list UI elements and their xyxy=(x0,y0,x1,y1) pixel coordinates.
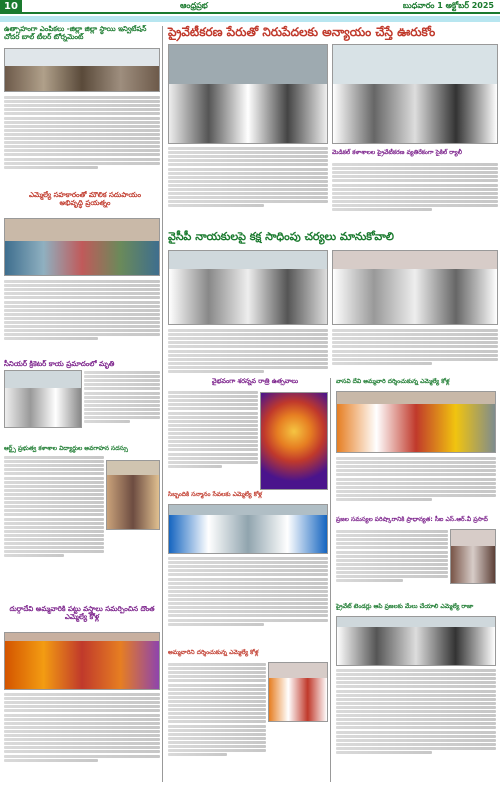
text-line xyxy=(4,329,160,332)
text-line xyxy=(168,582,328,585)
text-line xyxy=(84,404,160,407)
text-line xyxy=(4,526,104,529)
text-line xyxy=(84,371,160,374)
text-line xyxy=(336,747,496,750)
text-line xyxy=(4,522,104,525)
text-line xyxy=(336,702,496,705)
text-line xyxy=(168,163,328,166)
text-line xyxy=(168,416,258,419)
text-line xyxy=(336,555,448,558)
text-line xyxy=(4,112,160,115)
column-divider-2 xyxy=(330,378,331,782)
text-line xyxy=(336,571,448,574)
text-line xyxy=(332,341,498,344)
text-line xyxy=(4,513,104,516)
photo-6 xyxy=(4,370,82,428)
text-line xyxy=(4,468,104,471)
text-line xyxy=(4,534,104,537)
text-line xyxy=(84,400,160,403)
text-line xyxy=(4,734,160,737)
text-line xyxy=(168,366,328,369)
photo-5a xyxy=(168,250,328,325)
headline-12: ప్రజల సమస్యల పరిష్కారానికి ప్రాధాన్యత: సీఐ ఎస్.ఆర్.వీ ప్రసాద్ xyxy=(336,516,488,523)
text-line xyxy=(168,606,328,609)
text-line xyxy=(168,362,328,365)
text-line xyxy=(84,375,160,378)
text-line xyxy=(4,705,160,708)
text-line xyxy=(4,162,160,165)
text-line xyxy=(168,412,258,415)
text-line xyxy=(4,759,98,762)
headline-11: సిబ్బందికి సన్మానం సేవలకు ఎమ్మెల్యే కోళ్ల xyxy=(168,491,262,498)
text-line xyxy=(336,490,496,493)
text-line xyxy=(168,692,266,695)
text-line xyxy=(336,710,496,713)
text-line xyxy=(84,387,160,390)
text-line xyxy=(168,155,328,158)
text-line xyxy=(336,673,496,676)
text-line xyxy=(332,350,498,353)
text-line xyxy=(168,192,328,195)
text-line xyxy=(336,677,496,680)
text-line xyxy=(168,561,328,564)
tag-medical-college: మెడికల్ కళాశాలల ప్రైవేటీకరణ వ్యతిరేకంగా సైకిల్ ర్యాలీ xyxy=(332,149,463,156)
text-line xyxy=(4,518,104,521)
text-line xyxy=(168,461,258,464)
text-line xyxy=(168,749,266,752)
text-line xyxy=(168,688,266,691)
text-line xyxy=(168,341,328,344)
text-line xyxy=(4,546,104,549)
text-line xyxy=(168,671,266,674)
photo-12 xyxy=(450,529,496,584)
text-line xyxy=(168,557,328,560)
text-line xyxy=(168,565,328,568)
text-line xyxy=(4,100,160,103)
text-line xyxy=(336,690,496,693)
article-text-8 xyxy=(336,456,496,514)
text-line xyxy=(336,731,496,734)
text-line xyxy=(168,573,328,576)
text-line xyxy=(4,108,160,111)
text-line xyxy=(336,457,496,460)
text-line xyxy=(336,751,432,754)
photo-1 xyxy=(4,48,160,92)
text-line xyxy=(332,333,498,336)
text-line xyxy=(168,370,264,373)
text-line xyxy=(336,538,448,541)
photo-13 xyxy=(336,616,496,666)
photo-7-goddess xyxy=(260,392,328,490)
text-line xyxy=(4,133,160,136)
text-line xyxy=(4,288,160,291)
text-line xyxy=(336,546,448,549)
headline-2: ప్రైవేటీకరణ పేరుతో నిరుపేదలకు అన్యాయం చేస్తే ఊరుకోం xyxy=(168,25,436,39)
text-line xyxy=(336,739,496,742)
article-text-2b xyxy=(332,162,498,226)
text-line xyxy=(4,726,160,729)
text-line xyxy=(332,362,432,365)
text-line xyxy=(336,575,448,578)
article-text-14 xyxy=(168,662,266,782)
text-line xyxy=(168,614,328,617)
text-line xyxy=(84,379,160,382)
text-line xyxy=(4,714,160,717)
text-line xyxy=(336,542,448,545)
text-line xyxy=(336,718,496,721)
text-line xyxy=(336,722,496,725)
article-text-9 xyxy=(4,455,104,585)
text-line xyxy=(4,550,104,553)
article-text-13 xyxy=(336,668,496,782)
text-line xyxy=(168,428,258,431)
photo-8 xyxy=(336,391,496,453)
text-line xyxy=(4,325,160,328)
text-line xyxy=(168,403,258,406)
text-line xyxy=(4,489,104,492)
text-line xyxy=(168,700,266,703)
text-line xyxy=(336,579,403,582)
headline-6: సీనియర్ క్రికెటర్ కాయ ప్రమాదంలో మృతి xyxy=(4,360,115,368)
text-line xyxy=(168,184,328,187)
text-line xyxy=(4,292,160,295)
text-line xyxy=(4,305,160,308)
article-text-2 xyxy=(168,146,328,226)
headline-5: వైసీపీ నాయకులపై కక్ష సాధింపు చర్యలు మానుకోవాలి xyxy=(168,230,394,243)
text-line xyxy=(168,176,328,179)
text-line xyxy=(336,743,496,746)
text-line xyxy=(4,501,104,504)
text-line xyxy=(168,354,328,357)
text-line xyxy=(4,477,104,480)
text-line xyxy=(168,675,266,678)
text-line xyxy=(168,436,258,439)
text-line xyxy=(168,465,222,468)
text-line xyxy=(168,737,266,740)
text-line xyxy=(4,284,160,287)
text-line xyxy=(336,469,496,472)
text-line xyxy=(4,456,104,459)
text-line xyxy=(168,590,328,593)
text-line xyxy=(4,530,104,533)
text-line xyxy=(332,358,498,361)
text-line xyxy=(4,750,160,753)
text-line xyxy=(336,478,496,481)
headline-9: ఆర్ట్స్ ప్రభుత్వ కళాశాల విద్యార్థుల అవగాహన సదస్సు xyxy=(4,445,128,452)
text-line xyxy=(168,745,266,748)
text-line xyxy=(168,172,328,175)
article-text-1 xyxy=(4,95,160,189)
headline-10: దుర్గాదేవి అమ్మవారికి పట్టు వస్త్రాలు సమర్పించిన దొంత ఎమ్మెల్యే కోళ్ల xyxy=(9,605,155,621)
text-line xyxy=(168,333,328,336)
text-line xyxy=(168,180,328,183)
text-line xyxy=(168,147,328,150)
text-line xyxy=(332,179,498,182)
article-text-11 xyxy=(168,556,328,646)
text-line xyxy=(84,420,130,423)
headline-4: ఎమ్మెల్యే సహకారంతో మౌలిక సదుపాయం అభివృద్ధి ప్రయత్నం xyxy=(28,191,142,207)
text-line xyxy=(336,714,496,717)
headline-1: ఉత్సాహంగా ఎంపికలు -జిల్లా జిల్లా స్థాయి ఇన్విటేషన్ చోదర బాల్ టీలర్ టోర్నమెంట్ xyxy=(4,25,147,41)
text-line xyxy=(168,623,264,626)
text-line xyxy=(84,412,160,415)
text-line xyxy=(168,407,258,410)
text-line xyxy=(168,440,258,443)
text-line xyxy=(168,337,328,340)
text-line xyxy=(168,725,266,728)
text-line xyxy=(4,166,98,169)
text-line xyxy=(4,472,104,475)
text-line xyxy=(168,358,328,361)
headline-14: అమ్మవారిని దర్శించుకున్న ఎమ్మెల్యే కోళ్ల xyxy=(168,649,259,656)
text-line xyxy=(336,726,496,729)
text-line xyxy=(336,694,496,697)
text-line xyxy=(4,509,104,512)
text-line xyxy=(336,563,448,566)
text-line xyxy=(168,432,258,435)
text-line xyxy=(168,602,328,605)
text-line xyxy=(4,460,104,463)
text-line xyxy=(336,465,496,468)
text-line xyxy=(332,163,498,166)
text-line xyxy=(332,200,498,203)
article-text-5b xyxy=(332,328,498,376)
text-line xyxy=(168,204,264,207)
text-line xyxy=(332,345,498,348)
text-line xyxy=(4,125,160,128)
text-line xyxy=(4,697,160,700)
photo-2b xyxy=(332,44,498,144)
text-line xyxy=(332,337,498,340)
text-line xyxy=(168,444,258,447)
text-line xyxy=(168,395,258,398)
text-line xyxy=(4,301,160,304)
text-line xyxy=(336,473,496,476)
text-line xyxy=(4,317,160,320)
text-line xyxy=(168,453,258,456)
text-line xyxy=(332,354,498,357)
date-line: బుధవారం 1 అక్టోబర్ 2025 xyxy=(402,1,494,10)
column-divider-1 xyxy=(162,26,163,782)
page-number: 10 xyxy=(0,0,22,13)
text-line xyxy=(4,321,160,324)
text-line xyxy=(168,716,266,719)
text-line xyxy=(168,188,328,191)
text-line xyxy=(336,681,496,684)
text-line xyxy=(336,482,496,485)
text-line xyxy=(168,594,328,597)
text-line xyxy=(332,167,498,170)
text-line xyxy=(4,296,160,299)
text-line xyxy=(336,669,496,672)
text-line xyxy=(4,738,160,741)
text-line xyxy=(332,175,498,178)
text-line xyxy=(168,457,258,460)
text-line xyxy=(168,420,258,423)
text-line xyxy=(168,729,266,732)
text-line xyxy=(336,559,448,562)
text-line xyxy=(332,204,498,207)
text-line xyxy=(4,117,160,120)
text-line xyxy=(4,554,64,557)
text-line xyxy=(84,408,160,411)
text-line xyxy=(168,159,328,162)
text-line xyxy=(336,698,496,701)
text-line xyxy=(4,485,104,488)
text-line xyxy=(336,551,448,554)
text-line xyxy=(168,708,266,711)
text-line xyxy=(168,619,328,622)
text-line xyxy=(168,696,266,699)
photo-14 xyxy=(268,662,328,722)
top-ad-strip xyxy=(0,16,500,22)
text-line xyxy=(4,153,160,156)
text-line xyxy=(4,755,160,758)
text-line xyxy=(84,416,160,419)
text-line xyxy=(168,399,258,402)
text-line xyxy=(4,145,160,148)
photo-5b xyxy=(332,250,498,325)
text-line xyxy=(4,333,160,336)
text-line xyxy=(168,586,328,589)
text-line xyxy=(336,494,496,497)
text-line xyxy=(168,350,328,353)
text-line xyxy=(4,709,160,712)
text-line xyxy=(168,200,328,203)
text-line xyxy=(168,610,328,613)
text-line xyxy=(336,567,448,570)
photo-11 xyxy=(168,504,328,554)
photo-10 xyxy=(4,632,160,690)
photo-9 xyxy=(106,460,160,530)
text-line xyxy=(4,718,160,721)
text-line xyxy=(168,720,266,723)
text-line xyxy=(4,493,104,496)
text-line xyxy=(168,733,266,736)
text-line xyxy=(336,486,496,489)
text-line xyxy=(332,192,498,195)
headline-13: ప్రైవేట్ టెండర్లు ఆపి ప్రజలకు మేలు చేయాలి ఎమ్మెల్యే రాజా xyxy=(336,603,474,610)
text-line xyxy=(332,196,498,199)
text-line xyxy=(168,448,258,451)
text-line xyxy=(4,742,160,745)
text-line xyxy=(84,383,160,386)
text-line xyxy=(332,329,498,332)
text-line xyxy=(4,505,104,508)
text-line xyxy=(336,498,432,501)
text-line xyxy=(336,530,448,533)
article-text-12 xyxy=(336,529,448,599)
text-line xyxy=(4,746,160,749)
text-line xyxy=(4,730,160,733)
photo-4 xyxy=(4,218,160,276)
text-line xyxy=(336,735,496,738)
text-line xyxy=(168,196,328,199)
text-line xyxy=(168,151,328,154)
text-line xyxy=(4,538,104,541)
text-line xyxy=(336,685,496,688)
headline-7: వైభవంగా శరన్నవ రాత్రి ఉత్సవాలు xyxy=(211,377,299,385)
text-line xyxy=(332,188,498,191)
text-line xyxy=(84,392,160,395)
text-line xyxy=(168,345,328,348)
text-line xyxy=(4,121,160,124)
article-text-7 xyxy=(168,390,258,490)
text-line xyxy=(84,396,160,399)
text-line xyxy=(4,141,160,144)
text-line xyxy=(168,712,266,715)
text-line xyxy=(168,684,266,687)
photo-2a xyxy=(168,44,328,144)
text-line xyxy=(168,679,266,682)
text-line xyxy=(168,569,328,572)
article-text-10 xyxy=(4,692,160,782)
text-line xyxy=(4,104,160,107)
text-line xyxy=(168,329,328,332)
text-line xyxy=(168,753,227,756)
text-line xyxy=(4,497,104,500)
text-line xyxy=(4,464,104,467)
text-line xyxy=(332,171,498,174)
text-line xyxy=(336,461,496,464)
text-line xyxy=(336,706,496,709)
text-line xyxy=(168,424,258,427)
newspaper-brand: ఆంధ్రప్రభ xyxy=(180,1,208,10)
text-line xyxy=(4,722,160,725)
text-line xyxy=(332,184,498,187)
text-line xyxy=(168,168,328,171)
text-line xyxy=(4,542,104,545)
article-text-6 xyxy=(84,370,160,440)
text-line xyxy=(4,137,160,140)
text-line xyxy=(168,578,328,581)
text-line xyxy=(168,598,328,601)
text-line xyxy=(4,309,160,312)
text-line xyxy=(4,313,160,316)
text-line xyxy=(4,96,160,99)
text-line xyxy=(4,158,160,161)
text-line xyxy=(168,667,266,670)
text-line xyxy=(4,701,160,704)
headline-8: వాసవి దేవి అమ్మవారి దర్శించుకున్న ఎమ్మెల్యే కోళ్ల xyxy=(336,378,450,385)
text-line xyxy=(4,481,104,484)
text-line xyxy=(168,741,266,744)
text-line xyxy=(168,391,258,394)
text-line xyxy=(168,704,266,707)
text-line xyxy=(336,534,448,537)
text-line xyxy=(4,129,160,132)
article-text-4 xyxy=(4,279,160,359)
text-line xyxy=(4,280,160,283)
text-line xyxy=(4,149,160,152)
text-line xyxy=(4,337,98,340)
text-line xyxy=(168,663,266,666)
text-line xyxy=(4,693,160,696)
text-line xyxy=(332,208,432,211)
